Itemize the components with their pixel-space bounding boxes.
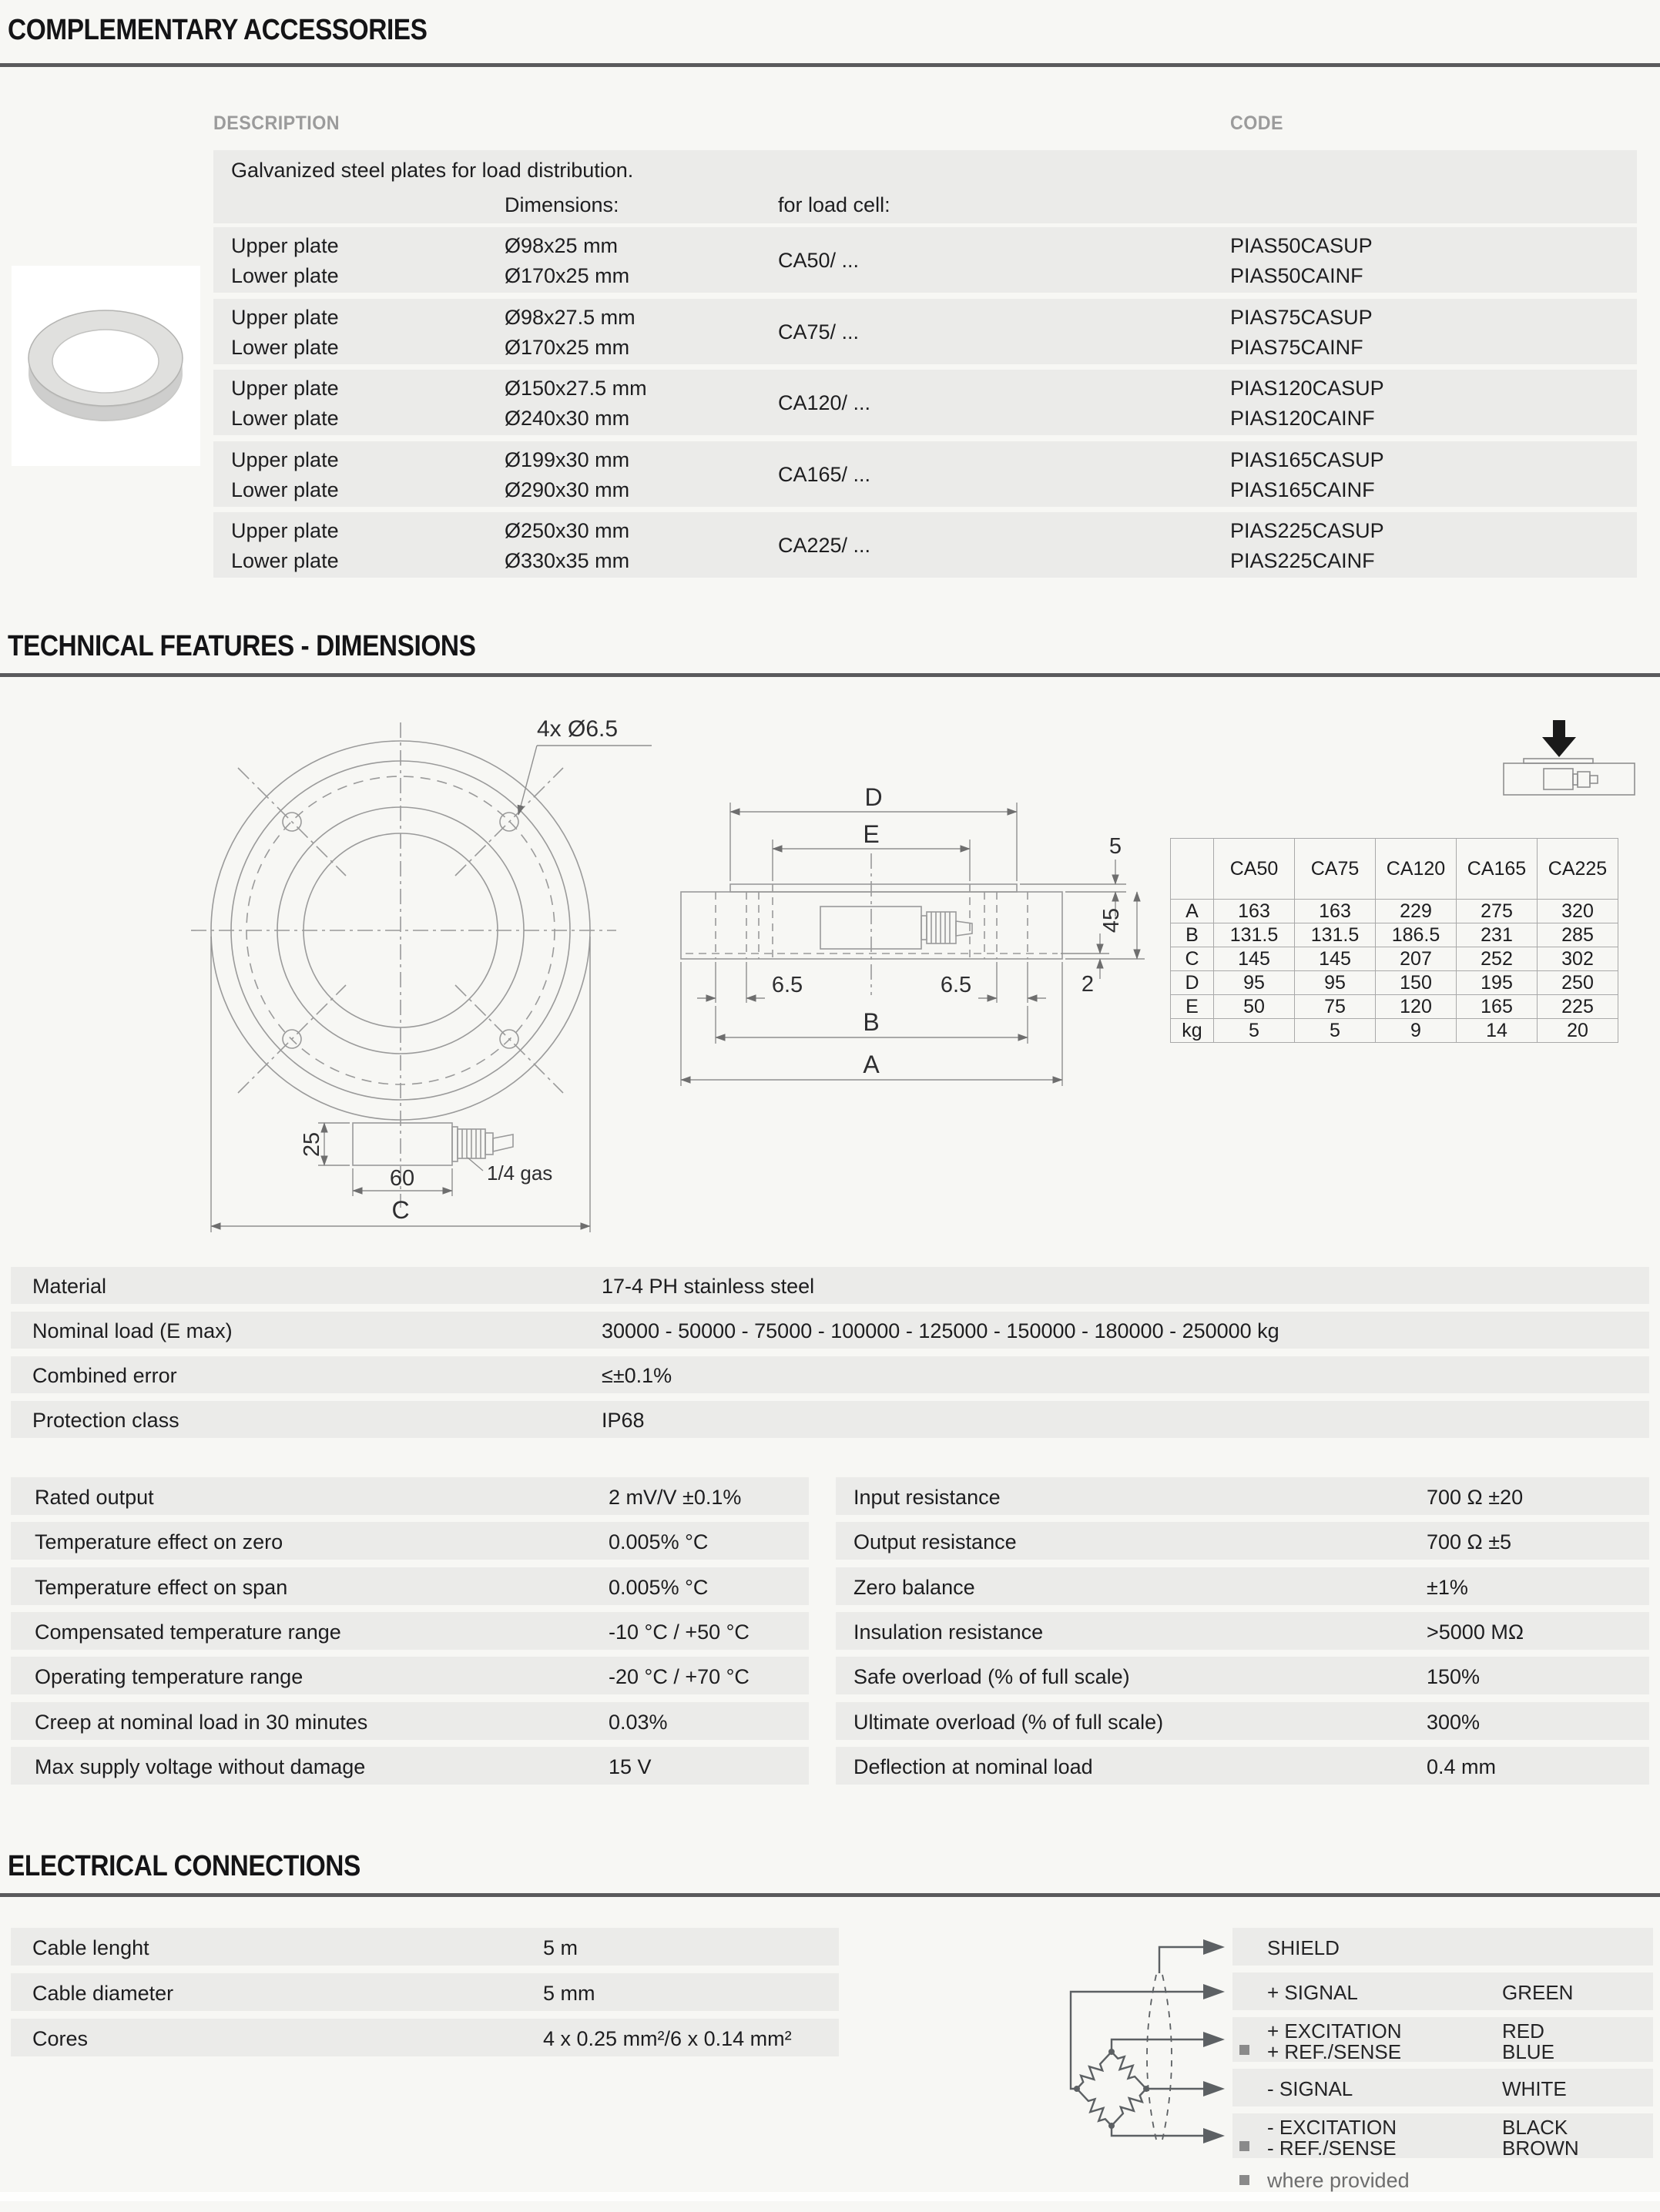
dims-cell: 14 [1457,1019,1538,1043]
code-upper: PIAS50CASUP [1230,234,1373,257]
wire-color: BLUE [1502,2040,1554,2063]
table-row [1171,900,1618,923]
wire-color: GREEN [1502,1981,1574,2004]
spec-label: Rated output [35,1486,154,1509]
dim-D-label: D [864,783,883,811]
plate-dim: Ø199x30 mm [505,448,630,471]
dims-cell: 50 [1214,995,1295,1019]
spec-value: ±1% [1427,1576,1468,1599]
steel-ring-image [12,266,200,466]
spec-row [11,1477,809,1515]
spec-label: Operating temperature range [35,1665,303,1688]
table-row [213,299,1637,364]
plate-label: Upper plate [231,234,339,257]
table-row [1171,995,1618,1019]
section-title-electrical: ELECTRICAL CONNECTIONS [8,1850,361,1882]
spec-row [11,1702,809,1740]
where-provided-bullet [1239,2045,1249,2055]
wiring-row-excitation-neg [1232,2113,1653,2158]
spec-label: Output resistance [853,1530,1017,1553]
arrow-signal-neg [1203,2081,1225,2096]
cable-row [11,2019,839,2056]
plate-label: Upper plate [231,306,339,329]
spec-row [11,1522,809,1560]
wire-label: + REF./SENSE [1267,2040,1402,2063]
spec-label: Protection class [32,1409,179,1432]
dims-cell: 145 [1214,947,1295,971]
spec-value: 0.4 mm [1427,1755,1497,1778]
spec-value: >5000 MΩ [1427,1620,1524,1644]
spec-row [11,1267,1649,1304]
plate-dim: Ø150x27.5 mm [505,377,647,400]
spec-label: Material [32,1275,107,1298]
dimensions-table [1170,838,1618,1043]
wire-label: - REF./SENSE [1267,2137,1397,2160]
code-lower: PIAS75CAINF [1230,336,1363,359]
cable-value: 5 m [543,1936,578,1959]
plate-dim: Ø170x25 mm [505,336,630,359]
dims-col-header: CA165 [1457,839,1538,900]
plate-label: Lower plate [231,264,339,287]
dims-row-label: B [1171,923,1214,947]
code-upper: PIAS165CASUP [1230,448,1384,471]
dims-cell: 320 [1538,900,1618,923]
gas-label: 1/4 gas [487,1161,553,1185]
spec-label: Max supply voltage without damage [35,1755,366,1778]
table-row [213,227,1637,293]
wiring-row-shield [1232,1928,1653,1966]
dims-cell: 195 [1457,971,1538,995]
wire-color: RED [1502,2019,1544,2043]
dims-corner-cell [1171,839,1214,900]
where-provided-bullet [1239,2141,1249,2151]
dims-cell: 163 [1295,900,1376,923]
dims-row-label: A [1171,900,1214,923]
arrow-excitation-pos [1203,2032,1225,2047]
plate-label: Lower plate [231,407,339,430]
spec-row [11,1657,809,1694]
dims-cell: 186.5 [1376,923,1457,947]
dim-E-label: E [863,820,880,848]
cable-value: 5 mm [543,1982,595,2005]
dims-cell: 302 [1538,947,1618,971]
cable-label: Cable lenght [32,1936,149,1959]
load-direction-icon [1504,720,1635,795]
loadcell-ref: CA225/ ... [778,534,871,557]
spec-value: 300% [1427,1711,1481,1734]
arrow-shield [1203,1939,1225,1955]
wiring-row-excitation-pos [1232,2017,1653,2062]
wire-label: + SIGNAL [1267,1981,1358,2004]
dims-row-label: C [1171,947,1214,971]
plate-dim: Ø170x25 mm [505,264,630,287]
where-provided-bullet [1239,2175,1249,2185]
dims-cell: 120 [1376,995,1457,1019]
plate-label: Lower plate [231,336,339,359]
where-provided-note: where provided [1267,2169,1410,2192]
spec-row [836,1747,1649,1785]
dims-cell: 165 [1457,995,1538,1019]
dims-cell: 5 [1295,1019,1376,1043]
section-title-accessories: COMPLEMENTARY ACCESSORIES [8,14,428,46]
accessories-intro-row [213,150,1637,223]
spec-value: IP68 [602,1409,645,1432]
table-row [213,441,1637,507]
spec-value: 15 V [609,1755,652,1778]
section-title-technical: TECHNICAL FEATURES - DIMENSIONS [8,630,476,662]
dims-cell: 95 [1214,971,1295,995]
spec-row [836,1612,1649,1650]
spec-label: Nominal load (E max) [32,1319,233,1342]
plate-label: Upper plate [231,448,339,471]
spec-label: Combined error [32,1364,177,1387]
dims-row-label: E [1171,995,1214,1019]
arrow-excitation-neg [1203,2128,1225,2143]
dims-cell: 9 [1376,1019,1457,1043]
steel-ring-graphic [12,266,200,466]
dims-cell: 285 [1538,923,1618,947]
bridge-circuit-diagram [1032,1902,1240,2172]
dims-col-header: CA75 [1295,839,1376,900]
cable-value: 4 x 0.25 mm²/6 x 0.14 mm² [543,2027,792,2050]
spec-row [836,1567,1649,1605]
plate-dim: Ø240x30 mm [505,407,630,430]
wire-label: + EXCITATION [1267,2019,1402,2043]
loadcell-label: for load cell: [778,193,890,216]
cable-label: Cores [32,2027,89,2050]
spec-label: Compensated temperature range [35,1620,341,1644]
spec-value: 0.005% °C [609,1576,709,1599]
dims-cell: 5 [1214,1019,1295,1043]
spec-row [11,1612,809,1650]
section-rule [0,1893,1660,1897]
plate-label: Upper plate [231,519,339,542]
spec-row [11,1312,1649,1349]
dims-cell: 150 [1376,971,1457,995]
dims-cell: 207 [1376,947,1457,971]
section-view-dimensions [681,803,1145,1086]
table-row [1171,923,1618,947]
dim-C-label: C [391,1196,410,1224]
dims-cell: 75 [1295,995,1376,1019]
dim-2-label: 2 [1081,972,1095,997]
plate-dim: Ø290x30 mm [505,478,630,501]
spec-label: Deflection at nominal load [853,1755,1093,1778]
bolt-note-label: 4x Ø6.5 [537,716,619,742]
spec-label: Ultimate overload (% of full scale) [853,1711,1164,1734]
spec-value: 700 Ω ±5 [1427,1530,1512,1553]
dims-cell: 229 [1376,900,1457,923]
code-lower: PIAS120CAINF [1230,407,1375,430]
table-row [1171,1019,1618,1043]
table-row [1171,971,1618,995]
dims-cell: 252 [1457,947,1538,971]
loadcell-ref: CA120/ ... [778,391,871,414]
dims-col-header: CA120 [1376,839,1457,900]
plate-label: Lower plate [231,478,339,501]
code-upper: PIAS225CASUP [1230,519,1384,542]
dims-cell: 163 [1214,900,1295,923]
table-row [213,512,1637,578]
dims-cell: 225 [1538,995,1618,1019]
spec-row [836,1702,1649,1740]
table-row [1171,947,1618,971]
dims-row-label: kg [1171,1019,1214,1043]
code-lower: PIAS50CAINF [1230,264,1363,287]
code-upper: PIAS120CASUP [1230,377,1384,400]
wire-label: SHIELD [1267,1936,1340,1959]
dim-65-left-label: 6.5 [771,973,803,997]
dim-A-label: A [863,1051,880,1078]
plate-dim: Ø330x35 mm [505,549,630,572]
section-view-drawing [681,853,1062,995]
dim-60-label: 60 [389,1166,415,1191]
column-header-description: DESCRIPTION [213,112,340,134]
wire-color: BLACK [1502,2116,1568,2139]
spec-value: 0.005% °C [609,1530,709,1553]
wire-label: - EXCITATION [1267,2116,1397,2139]
spec-label: Insulation resistance [853,1620,1044,1644]
dims-header-row [1171,839,1618,900]
dims-cell: 131.5 [1214,923,1295,947]
spec-value: 150% [1427,1665,1481,1688]
table-row [213,370,1637,435]
spec-value: 0.03% [609,1711,668,1734]
code-lower: PIAS165CAINF [1230,478,1375,501]
dims-cell: 275 [1457,900,1538,923]
spec-value: 30000 - 50000 - 75000 - 100000 - 125000 - 150000 - 180000 - 250000 kg [602,1319,1279,1342]
spec-label: Temperature effect on zero [35,1530,283,1553]
dims-cell: 20 [1538,1019,1618,1043]
spec-row [11,1747,809,1785]
cable-label: Cable diameter [32,1982,174,2005]
dims-col-header: CA50 [1214,839,1295,900]
section-rule [0,673,1660,677]
cable-row [11,1973,839,2011]
spec-label: Temperature effect on span [35,1576,288,1599]
section-rule [0,63,1660,67]
spec-value: 700 Ω ±20 [1427,1486,1524,1509]
dims-col-header: CA225 [1538,839,1618,900]
plate-dim: Ø98x25 mm [505,234,619,257]
dims-cell: 250 [1538,971,1618,995]
footer-divider [0,2192,1660,2201]
spec-row [836,1657,1649,1694]
spec-row [11,1567,809,1605]
dims-cell: 95 [1295,971,1376,995]
column-header-code: CODE [1230,112,1284,134]
cable-row [11,1928,839,1966]
wire-color: BROWN [1502,2137,1579,2160]
plate-dim: Ø250x30 mm [505,519,630,542]
spec-row [836,1477,1649,1515]
top-view-dimensions [211,746,652,1232]
spec-value: -20 °C / +70 °C [609,1665,750,1688]
spec-value: 17-4 PH stainless steel [602,1275,815,1298]
spec-row [11,1401,1649,1438]
dimensions-label: Dimensions: [505,193,619,216]
loadcell-ref: CA50/ ... [778,249,860,272]
spec-label: Creep at nominal load in 30 minutes [35,1711,368,1734]
spec-row [11,1356,1649,1393]
dims-cell: 231 [1457,923,1538,947]
dim-5-label: 5 [1108,834,1122,859]
plate-label: Lower plate [231,549,339,572]
dims-cell: 145 [1295,947,1376,971]
top-view-drawing [191,722,616,1208]
wire-label: - SIGNAL [1267,2077,1353,2100]
dim-B-label: B [863,1008,880,1036]
spec-value: 2 mV/V ±0.1% [609,1486,742,1509]
arrow-signal-pos [1203,1984,1225,1999]
wiring-row-signal-pos [1232,1972,1653,2010]
intro-text: Galvanized steel plates for load distribution. [231,159,634,182]
spec-value: -10 °C / +50 °C [609,1620,750,1644]
spec-label: Input resistance [853,1486,1001,1509]
loadcell-ref: CA165/ ... [778,463,871,486]
spec-label: Safe overload (% of full scale) [853,1665,1130,1688]
wire-color: WHITE [1502,2077,1567,2100]
plate-label: Upper plate [231,377,339,400]
dims-row-label: D [1171,971,1214,995]
loadcell-ref: CA75/ ... [778,320,860,344]
spec-value: ≤±0.1% [602,1364,672,1387]
code-lower: PIAS225CAINF [1230,549,1375,572]
dim-45-label: 45 [1099,907,1124,933]
wiring-row-signal-neg [1232,2069,1653,2106]
code-upper: PIAS75CASUP [1230,306,1373,329]
dim-65-right-label: 6.5 [940,973,972,997]
plate-dim: Ø98x27.5 mm [505,306,635,329]
spec-label: Zero balance [853,1576,975,1599]
dims-cell: 131.5 [1295,923,1376,947]
spec-row [836,1522,1649,1560]
dim-25-label: 25 [300,1131,324,1158]
